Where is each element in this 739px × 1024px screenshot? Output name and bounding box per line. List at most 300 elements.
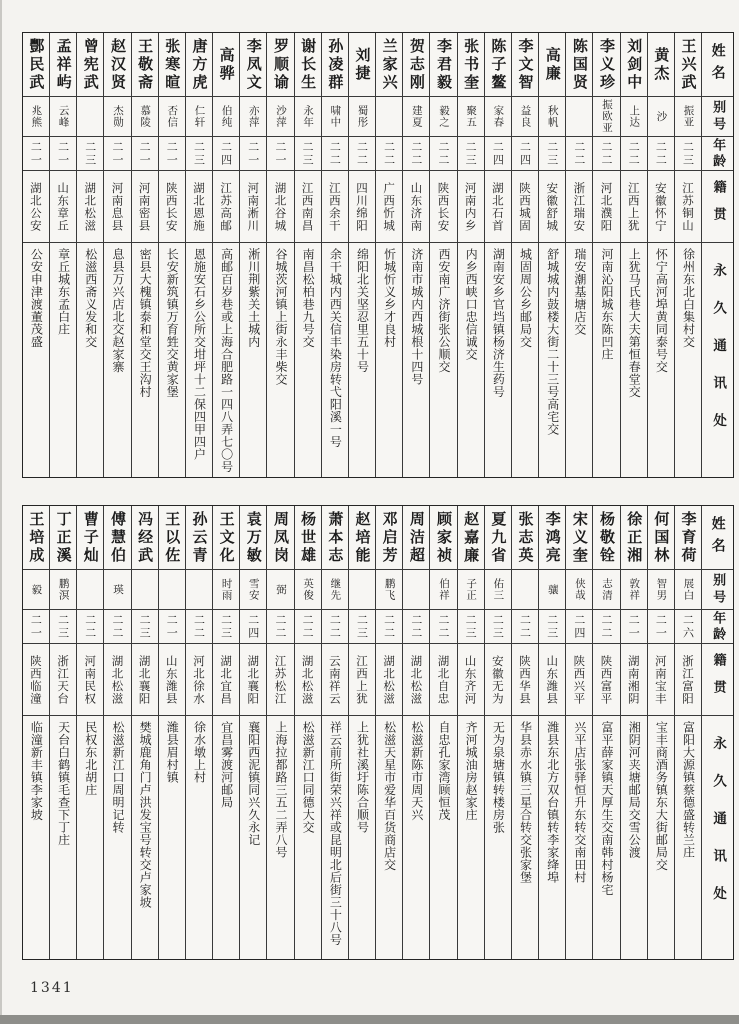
person-address: 南昌松柏巷九号交 (301, 248, 316, 348)
person-name: 王文化 (213, 506, 239, 570)
directory-table-top (22, 32, 734, 478)
person-address: 舒城城内鼓楼大街二十三号高宅交 (545, 248, 560, 436)
person-age: 二二 (512, 610, 538, 644)
person-column (457, 506, 484, 959)
person-age: 二四 (240, 610, 266, 644)
person-column (674, 506, 701, 959)
person-column (402, 33, 429, 477)
person-alias: 永年 (295, 97, 321, 137)
person-native-place: 江苏松江 (267, 644, 293, 716)
person-column (158, 33, 185, 477)
person-address: 潍县东北方双台镇转李家绛埠 (545, 721, 560, 884)
person-alias: 仁轩 (186, 97, 212, 137)
person-column (23, 33, 49, 477)
person-name: 孟祥屿 (50, 33, 76, 97)
person-age: 二三 (186, 137, 212, 171)
person-name: 杨敬铨 (593, 506, 619, 570)
person-address: 樊城鹿角门卢洪发宝号转交卢家坡 (138, 721, 153, 909)
person-name: 周洁超 (403, 506, 429, 570)
person-address: 河南沁阳城东陈凹庄 (600, 248, 615, 361)
person-column (375, 33, 402, 477)
person-alias: 骧 (539, 570, 565, 610)
person-name: 冯经武 (132, 506, 158, 570)
person-alias: 秋帆 (539, 97, 565, 137)
person-alias: 毅之 (430, 97, 456, 137)
person-native-place: 云南祥云 (322, 644, 348, 716)
person-address: 临潼新丰镇李家坡 (29, 721, 44, 821)
person-column (538, 506, 565, 959)
person-native-place: 湖北宜昌 (213, 644, 239, 716)
person-column (266, 506, 293, 959)
person-address: 松滋天星市爱华百货商店交 (382, 721, 397, 871)
person-alias (159, 570, 185, 610)
person-native-place: 河南民权 (77, 644, 103, 716)
person-address: 密县大槐镇泰和堂交王沟村 (138, 248, 153, 398)
person-age: 二二 (77, 610, 103, 644)
person-native-place: 湖北松滋 (77, 171, 103, 243)
person-column (348, 33, 375, 477)
person-name: 陈子鳌 (485, 33, 511, 97)
person-age: 二三 (132, 610, 158, 644)
person-alias: 鹏飞 (376, 570, 402, 610)
person-native-place: 河南内乡 (458, 171, 484, 243)
person-native-place: 湖北恩施 (186, 171, 212, 243)
person-age: 二二 (349, 137, 375, 171)
person-column (294, 33, 321, 477)
person-column (239, 33, 266, 477)
person-column (212, 506, 239, 959)
person-alias: 慕陵 (132, 97, 158, 137)
person-name: 赵嘉廉 (458, 506, 484, 570)
person-native-place: 湖北石首 (485, 171, 511, 243)
person-age: 二二 (621, 137, 647, 171)
person-native-place: 江苏高邮 (213, 171, 239, 243)
person-name: 陈国贤 (566, 33, 592, 97)
person-age: 二三 (295, 137, 321, 171)
person-name: 高骅 (213, 33, 239, 97)
person-name: 王培成 (23, 506, 49, 570)
person-column (592, 33, 619, 477)
person-age: 二四 (512, 137, 538, 171)
person-column (103, 33, 130, 477)
person-alias: 鹏溟 (50, 570, 76, 610)
person-address: 息县万兴店北交赵家寨 (110, 248, 125, 373)
person-address: 祥云前所街荣兴祥或昆明北后街三十八号 (328, 721, 343, 946)
person-address: 宝丰商酒务镇东大街邮局交 (654, 721, 669, 871)
person-alias: 继先 (322, 570, 348, 610)
person-age: 二三 (458, 610, 484, 644)
person-address: 湘阴河夹塘邮局交雪公渡 (627, 721, 642, 859)
person-name: 黄杰 (648, 33, 674, 97)
person-alias: 益良 (512, 97, 538, 137)
person-alias (376, 97, 402, 137)
person-name: 李义珍 (593, 33, 619, 97)
person-name: 杨世雄 (295, 506, 321, 570)
person-alias: 弼 (267, 570, 293, 610)
header-address-label: 永久通讯处 (710, 263, 727, 451)
header-column (701, 33, 733, 477)
person-address: 长安新筑镇万育甡交黄家堡 (165, 248, 180, 398)
person-native-place: 湖北襄阳 (240, 644, 266, 716)
person-address: 上犹马氏巷大夫第恒春堂交 (627, 248, 642, 398)
person-column (429, 33, 456, 477)
person-address: 徐州东北白集村交 (681, 248, 696, 348)
person-native-place: 浙江瑞安 (566, 171, 592, 243)
person-native-place: 陕西兴平 (566, 644, 592, 716)
person-column (49, 33, 76, 477)
person-alias (186, 570, 212, 610)
person-native-place: 浙江天台 (50, 644, 76, 716)
person-name: 夏九省 (485, 506, 511, 570)
person-alias (132, 570, 158, 610)
person-native-place: 湖北松滋 (295, 644, 321, 716)
person-column (185, 506, 212, 959)
person-address: 内乡西峡口忠信诚交 (464, 248, 479, 361)
person-native-place: 陕西长安 (430, 171, 456, 243)
person-native-place: 陕西富平 (593, 644, 619, 716)
person-alias: 啸中 (322, 97, 348, 137)
person-native-place: 山东潍县 (159, 644, 185, 716)
person-column (565, 33, 592, 477)
person-age: 二二 (593, 137, 619, 171)
person-name: 贺志刚 (403, 33, 429, 97)
person-age: 二二 (566, 137, 592, 171)
person-alias: 家春 (485, 97, 511, 137)
person-alias: 上达 (621, 97, 647, 137)
person-name: 赵培能 (349, 506, 375, 570)
person-age: 二一 (159, 137, 185, 171)
person-native-place: 浙江富阳 (675, 644, 701, 716)
person-age: 二一 (267, 137, 293, 171)
person-name: 刘剑中 (621, 33, 647, 97)
person-address: 绵阳北关坚忍里五十号 (355, 248, 370, 373)
person-name: 曾宪武 (77, 33, 103, 97)
person-age: 二一 (23, 610, 49, 644)
person-alias: 侠哉 (566, 570, 592, 610)
person-address: 潍县眉村镇 (165, 721, 180, 784)
person-name: 孙云青 (186, 506, 212, 570)
person-column (457, 33, 484, 477)
person-age: 二二 (430, 137, 456, 171)
person-column (294, 506, 321, 959)
person-column (185, 33, 212, 477)
person-column (49, 506, 76, 959)
person-native-place: 江西余干 (322, 171, 348, 243)
person-address: 公安申津渡董茂盛 (29, 248, 44, 348)
person-address: 上海拉都路三五二弄八号 (273, 721, 288, 859)
person-age: 二一 (104, 137, 130, 171)
person-age: 二二 (186, 610, 212, 644)
person-address: 松滋新江口同德大交 (301, 721, 316, 834)
person-name: 李君毅 (430, 33, 456, 97)
person-alias: 敦祥 (621, 570, 647, 610)
person-name: 罗顺谕 (267, 33, 293, 97)
person-name: 何国林 (648, 506, 674, 570)
person-address: 城固周公乡邮局交 (518, 248, 533, 348)
person-age: 二二 (648, 137, 674, 171)
person-name: 袁万敏 (240, 506, 266, 570)
person-name: 丁正溪 (50, 506, 76, 570)
person-age: 二四 (485, 137, 511, 171)
header-name-label: 姓名 (702, 506, 733, 570)
person-age: 二一 (648, 610, 674, 644)
directory-table-bottom (22, 505, 734, 960)
person-native-place: 江西上犹 (349, 644, 375, 716)
header-alias-label: 别号 (702, 97, 733, 137)
person-address: 天台白鹤镇毛查下丁庄 (56, 721, 71, 846)
header-address-label: 永久通讯处 (710, 736, 727, 924)
person-alias: 雪安 (240, 570, 266, 610)
person-age: 二二 (295, 610, 321, 644)
person-column (321, 506, 348, 959)
person-address: 湖南安乡官垱镇杨济生药号 (491, 248, 506, 398)
person-name: 傅慧伯 (104, 506, 130, 570)
person-age: 二二 (593, 610, 619, 644)
person-address: 松滋新陈市周天兴 (409, 721, 424, 821)
person-column (266, 33, 293, 477)
header-name-label: 姓名 (702, 33, 733, 97)
person-native-place: 湖北公安 (23, 171, 49, 243)
scan-edge-left (0, 0, 2, 1024)
person-column (76, 33, 103, 477)
person-name: 徐正湘 (621, 506, 647, 570)
person-alias (566, 97, 592, 137)
person-address: 谷城茨河镇上街永丰柴交 (273, 248, 288, 386)
person-alias: 伯祥 (430, 570, 456, 610)
person-age: 二一 (50, 137, 76, 171)
person-column (484, 506, 511, 959)
page-number: 1341 (30, 980, 74, 996)
person-age: 二三 (77, 137, 103, 171)
person-address: 松滋新江口周明记转 (110, 721, 125, 834)
person-native-place: 湖北松滋 (104, 644, 130, 716)
person-age: 二一 (23, 137, 49, 171)
person-name: 邓启芳 (376, 506, 402, 570)
person-address: 怀宁高河埠黄同泰号交 (654, 248, 669, 373)
person-native-place: 河北徐水 (186, 644, 212, 716)
person-address: 淅川荆紫关土城内 (246, 248, 261, 348)
person-age: 二一 (621, 610, 647, 644)
person-alias: 展白 (675, 570, 701, 610)
person-age: 二三 (458, 137, 484, 171)
person-name: 李鸿亮 (539, 506, 565, 570)
person-alias: 杰勋 (104, 97, 130, 137)
header-age-label: 年龄 (702, 137, 733, 171)
person-alias: 伯纯 (213, 97, 239, 137)
person-native-place: 湖北松滋 (403, 644, 429, 716)
person-native-place: 山东济南 (403, 171, 429, 243)
person-native-place: 湖北谷城 (267, 171, 293, 243)
person-column (538, 33, 565, 477)
person-column (375, 506, 402, 959)
person-age: 二二 (322, 137, 348, 171)
person-alias (349, 570, 375, 610)
person-address: 忻城忻义乡才良村 (382, 248, 397, 348)
person-age: 二一 (240, 137, 266, 171)
person-name: 周凤岗 (267, 506, 293, 570)
person-native-place: 陕西城固 (512, 171, 538, 243)
person-column (484, 33, 511, 477)
person-native-place: 山东潍县 (539, 644, 565, 716)
person-name: 张寒暄 (159, 33, 185, 97)
person-column (647, 506, 674, 959)
person-address: 宜昌雾渡河邮局 (219, 721, 234, 809)
person-alias: 蜀彤 (349, 97, 375, 137)
person-address: 西安南广济街张公顺交 (437, 248, 451, 373)
person-age: 二三 (213, 610, 239, 644)
person-age: 二二 (403, 137, 429, 171)
person-column (620, 33, 647, 477)
person-age: 二二 (267, 610, 293, 644)
person-age: 二四 (566, 610, 592, 644)
person-alias: 聚五 (458, 97, 484, 137)
scan-edge-bottom (0, 1015, 739, 1024)
person-alias: 建夏 (403, 97, 429, 137)
person-alias: 智男 (648, 570, 674, 610)
person-address: 民权东北胡庄 (83, 721, 98, 796)
person-age: 二二 (430, 610, 456, 644)
person-alias: 否信 (159, 97, 185, 137)
person-column (511, 506, 538, 959)
person-age: 二二 (376, 610, 402, 644)
person-column (429, 506, 456, 959)
person-alias: 兆熊 (23, 97, 49, 137)
header-age-label: 年龄 (702, 610, 733, 644)
header-native-place-label: 籍贯 (702, 644, 733, 716)
person-alias: 云峰 (50, 97, 76, 137)
person-native-place: 湖北松滋 (376, 644, 402, 716)
person-name: 萧本志 (322, 506, 348, 570)
person-native-place: 山东齐河 (458, 644, 484, 716)
person-native-place: 安徽怀宁 (648, 171, 674, 243)
person-column (592, 506, 619, 959)
person-alias: 沙 (648, 97, 674, 137)
person-native-place: 陕西长安 (159, 171, 185, 243)
person-age: 二二 (376, 137, 402, 171)
person-name: 王兴武 (675, 33, 701, 97)
person-native-place: 河北濮阳 (593, 171, 619, 243)
person-column (348, 506, 375, 959)
person-address: 华县赤水镇三星合转交张家堡 (518, 721, 533, 884)
person-address: 余干城内西关信丰染房转弋阳溪一号 (328, 248, 343, 448)
person-native-place: 广西忻城 (376, 171, 402, 243)
person-name: 酆民武 (23, 33, 49, 97)
header-column (701, 506, 733, 959)
person-alias: 英俊 (295, 570, 321, 610)
person-age: 二三 (485, 610, 511, 644)
person-alias: 振亚 (675, 97, 701, 137)
person-alias (512, 570, 538, 610)
person-age: 二一 (159, 610, 185, 644)
person-address: 松滋西斋义发和交 (83, 248, 98, 348)
person-alias: 时雨 (213, 570, 239, 610)
person-name: 曹子灿 (77, 506, 103, 570)
person-address: 徐水墩上村 (192, 721, 207, 784)
person-native-place: 山东章丘 (50, 171, 76, 243)
person-address: 富平薛家镇天厚生交南韩村杨宅 (600, 721, 615, 896)
person-age: 二二 (104, 610, 130, 644)
person-alias: 振欧亚 (593, 97, 619, 137)
person-column (620, 506, 647, 959)
person-address: 高邮百岁巷或上海合肥路一四八弄七〇号 (219, 248, 234, 473)
person-address: 恩施安石乡公所交坩坪十二保四甲四户 (192, 248, 207, 461)
person-address: 自忠孔家湾顾恒茂 (437, 721, 451, 821)
person-column (511, 33, 538, 477)
person-column (76, 506, 103, 959)
person-address: 无为泉塘镇转楼房张 (491, 721, 506, 834)
person-column (131, 33, 158, 477)
person-name: 唐方虎 (186, 33, 212, 97)
person-column (239, 506, 266, 959)
person-alias: 志清 (593, 570, 619, 610)
person-name: 李育荷 (675, 506, 701, 570)
person-native-place: 湖北襄阳 (132, 644, 158, 716)
person-alias: 亦萍 (240, 97, 266, 137)
person-name: 孙凌群 (322, 33, 348, 97)
person-native-place: 安徽无为 (485, 644, 511, 716)
person-alias (77, 570, 103, 610)
person-native-place: 河南淅川 (240, 171, 266, 243)
person-column (674, 33, 701, 477)
person-address: 兴平店张驿恒升东转交南田村 (572, 721, 587, 884)
person-name: 刘捷 (349, 33, 375, 97)
person-native-place: 江西上犹 (621, 171, 647, 243)
person-address: 襄阳西泥镇同兴久永记 (246, 721, 261, 846)
person-native-place: 河南息县 (104, 171, 130, 243)
person-name: 兰家兴 (376, 33, 402, 97)
header-alias-label: 别号 (702, 570, 733, 610)
person-native-place: 安徽舒城 (539, 171, 565, 243)
person-native-place: 湖北自忠 (430, 644, 456, 716)
person-name: 王以佐 (159, 506, 185, 570)
person-age: 二六 (675, 610, 701, 644)
header-native-place-label: 籍贯 (702, 171, 733, 243)
person-age: 二三 (349, 610, 375, 644)
person-age: 二三 (50, 610, 76, 644)
person-native-place: 湖南湘阴 (621, 644, 647, 716)
person-age: 二一 (132, 137, 158, 171)
person-column (321, 33, 348, 477)
person-name: 高廉 (539, 33, 565, 97)
person-native-place: 河南密县 (132, 171, 158, 243)
person-native-place: 陕西华县 (512, 644, 538, 716)
person-native-place: 河南宝丰 (648, 644, 674, 716)
person-column (212, 33, 239, 477)
person-column (158, 506, 185, 959)
person-address: 齐河城油房赵家庄 (464, 721, 479, 821)
person-age: 二四 (213, 137, 239, 171)
person-age: 二二 (403, 610, 429, 644)
person-name: 李文智 (512, 33, 538, 97)
person-column (565, 506, 592, 959)
person-address: 上犹社溪圩陈合顺号 (355, 721, 370, 834)
person-column (103, 506, 130, 959)
person-address: 富阳大源镇蔡德盛转兰庄 (681, 721, 696, 859)
person-name: 王敬斋 (132, 33, 158, 97)
person-column (131, 506, 158, 959)
person-name: 谢长生 (295, 33, 321, 97)
person-alias: 瑛 (104, 570, 130, 610)
person-age: 二三 (539, 610, 565, 644)
person-name: 顾家祯 (430, 506, 456, 570)
person-name: 赵汉贤 (104, 33, 130, 97)
person-name: 李凤文 (240, 33, 266, 97)
person-alias: 佑三 (485, 570, 511, 610)
person-column (23, 506, 49, 959)
person-address: 章丘城东孟白庄 (56, 248, 71, 336)
person-name: 张书奎 (458, 33, 484, 97)
person-native-place: 四川绵阳 (349, 171, 375, 243)
